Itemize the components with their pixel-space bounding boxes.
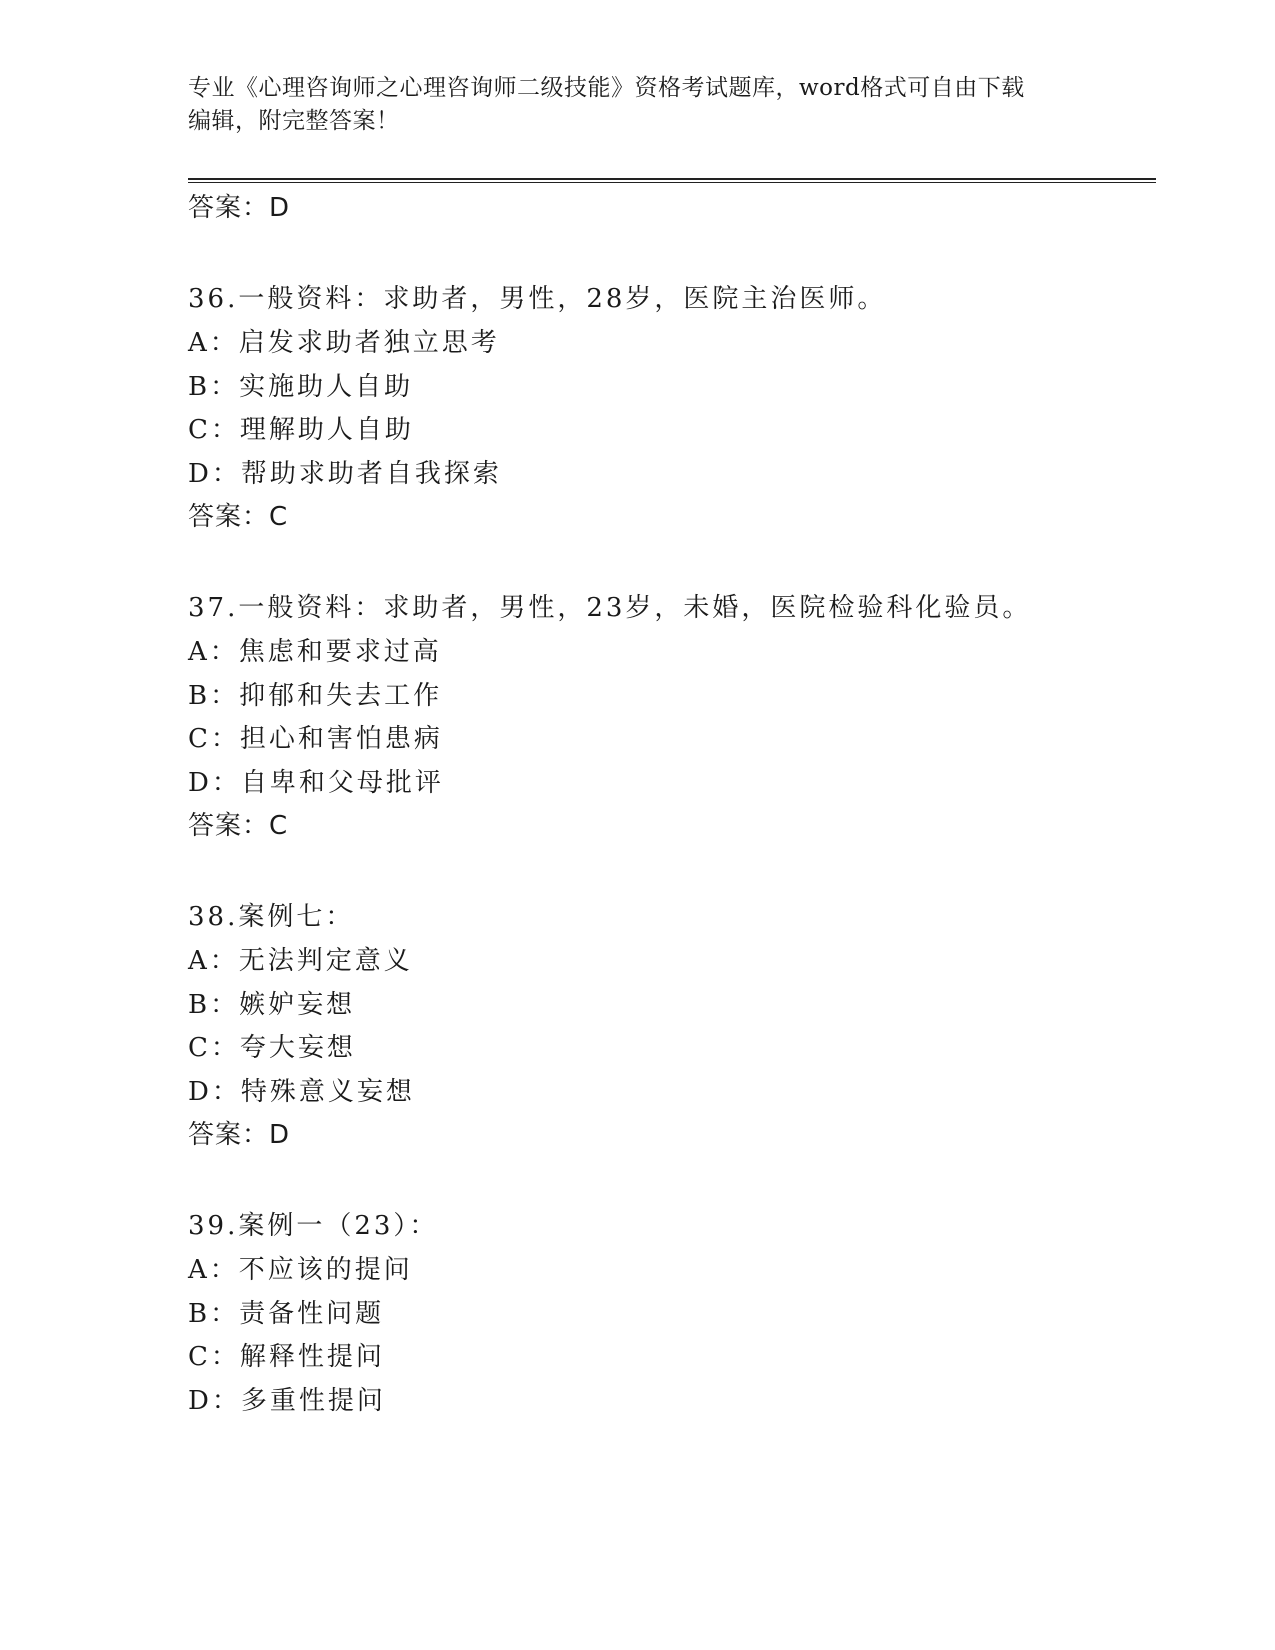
question-38-option-c: C：夸大妄想 xyxy=(188,1033,356,1063)
question-38-option-a: A：无法判定意义 xyxy=(188,946,413,976)
header-line-1: 专业《心理咨询师之心理咨询师二级技能》资格考试题库，word格式可自由下载 xyxy=(188,75,1025,101)
question-36-option-b: B：实施助人自助 xyxy=(188,372,414,402)
question-36-stem: 36.一般资料：求助者，男性，28岁，医院主治医师。 xyxy=(188,284,887,314)
question-36-option-c: C：理解助人自助 xyxy=(188,415,414,445)
question-37-option-b: B：抑郁和失去工作 xyxy=(188,681,443,711)
question-37-answer: 答案：C xyxy=(188,811,289,841)
question-39-option-d: D：多重性提问 xyxy=(188,1386,386,1416)
question-36-answer: 答案：C xyxy=(188,502,289,532)
question-36-option-a: A：启发求助者独立思考 xyxy=(188,328,500,358)
question-39-option-c: C：解释性提问 xyxy=(188,1342,385,1372)
question-37-option-a: A：焦虑和要求过高 xyxy=(188,637,442,667)
question-38-stem: 38.案例七： xyxy=(188,902,355,932)
question-38-option-d: D：特殊意义妄想 xyxy=(188,1077,415,1107)
question-38-option-b: B：嫉妒妄想 xyxy=(188,990,356,1020)
header-line-2: 编辑，附完整答案！ xyxy=(188,108,400,134)
header-divider xyxy=(188,178,1156,183)
question-38-answer: 答案：D xyxy=(188,1120,291,1150)
question-37-stem: 37.一般资料：求助者，男性，23岁，未婚，医院检验科化验员。 xyxy=(188,593,1032,623)
question-39-option-a: A：不应该的提问 xyxy=(188,1255,413,1285)
question-39-option-b: B：责备性问题 xyxy=(188,1299,385,1329)
page-header xyxy=(188,72,1078,138)
answer-35: 答案：D xyxy=(188,193,291,223)
question-36-option-d: D：帮助求助者自我探索 xyxy=(188,459,502,489)
question-37-option-c: C：担心和害怕患病 xyxy=(188,724,443,754)
question-39-stem: 39.案例一（23）： xyxy=(188,1211,439,1241)
question-37-option-d: D：自卑和父母批评 xyxy=(188,768,444,798)
